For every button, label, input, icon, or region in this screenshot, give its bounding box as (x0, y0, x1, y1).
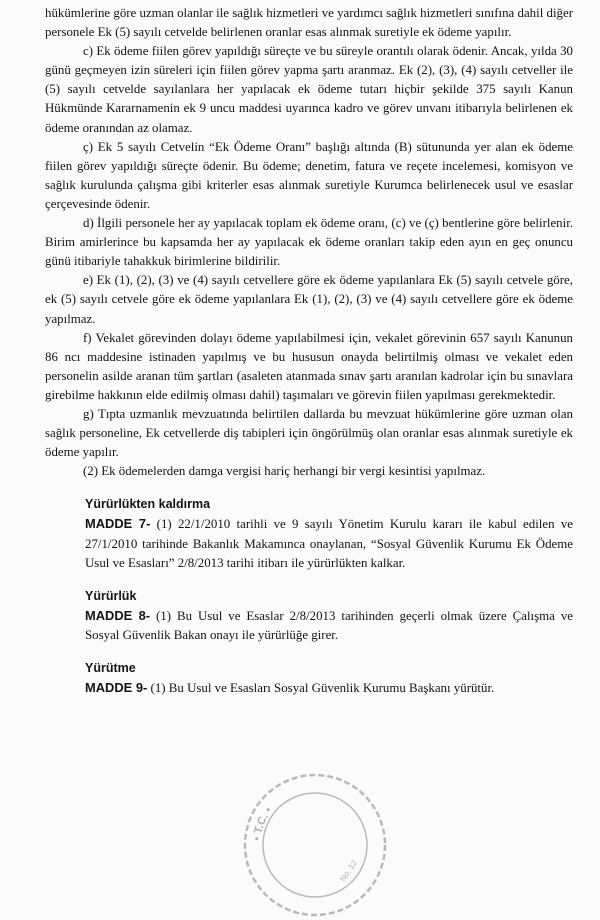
section-title: Yürürlük (85, 588, 137, 603)
paragraph-f: f) Vekalet görevinden dolayı ödeme yapılabilmesi için, vekalet görevinin 657 sayılı Kanunun 86 ncı maddesine istinaden yapılmış ve bu hususun onayda belirtilmiş olması ve vekalet eden personelin asilde aranan tüm şartları (asaleten atanmada sınav şartı aranılan kadrolar için bu sınavlara girebilme hakkının elde edilmiş olması dahil) taşımaları ve görevin fiilen yapılması gerekmektedir. (45, 330, 573, 402)
madde-text: (1) 22/1/2010 tarihli ve 9 sayılı Yönetim Kurulu kararı ile kabul edilen ve 27/1/2010 tarihinde Bakanlık Makamınca onaylanan, “Sosyal Güvenlik Kurumu Ek Ödeme Usul ve Esasları” 2/8/2013 tarihi itibarı ile yürürlükten kalkar. (85, 517, 573, 570)
madde-label: MADDE 7- (85, 516, 151, 532)
paragraph: hükümlerine göre uzman olanlar ile sağlık hizmetleri ve yardımcı sağlık hizmetleri sınıfına dahil diğer personele Ek (5) sayılı cetvelde belirlenen oranlar esas alınmak suretiyle ek ödeme yapılır. (45, 6, 573, 40)
madde-8 (45, 606, 573, 645)
paragraph-g: g) Tıpta uzmanlık mevzuatında belirtilen dallarda bu mevzuat hükümlerine göre uzman olan sağlık personeline, Ek cetvellerde diş tabipleri için öngörülmüş olan oranlar esas alınmak suretiyle ek ödeme yapılır. (45, 406, 573, 460)
official-seal (240, 770, 390, 920)
madde-7 (45, 514, 573, 572)
paragraph-cc: ç) Ek 5 sayılı Cetvelin “Ek Ödeme Oranı” başlığı altında (B) sütununda yer alan ek ödeme fiilen görev yapıldığı süreçte ödenir. Bu ödeme; denetim, fatura ve reçete incelemesi, komisyon ve sağlık kurulunda çalışma gibi kriterler esas alınmak suretiyle Kurumca belirlenecek usul ve esaslar çerçevesinde ödenir. (45, 139, 573, 211)
madde-9 (45, 678, 573, 698)
document-body (45, 4, 573, 698)
madde-label: MADDE 9- (85, 680, 148, 696)
section-yururlukten-kaldirma (45, 495, 573, 572)
paragraph-e: e) Ek (1), (2), (3) ve (4) sayılı cetvellere göre ek ödeme yapılanlara Ek (5) sayılı cetvele göre, ek (5) sayılı cetvele göre ek ödeme yapılanlara Ek (1), (2), (3) ve (4) sayılı cetvellere göre ek ödeme yapılmaz. (45, 273, 573, 326)
madde-text: (1) Bu Usul ve Esaslar 2/8/2013 tarihinden geçerli olmak üzere Çalışma ve Sosyal Güvenlik Bakan onayı ile yürürlüğe girer. (85, 608, 573, 642)
madde-label: MADDE 8- (85, 607, 151, 623)
madde-text: (1) Bu Usul ve Esasları Sosyal Güvenlik Kurumu Başkanı yürütür. (150, 681, 495, 696)
section-title: Yürütme (85, 661, 136, 675)
svg-text:No. 12: No. 12 (338, 858, 360, 884)
paragraph-c: c) Ek ödeme fiilen görev yapıldığı süreçte ve bu süreyle orantılı olarak ödenir. Ancak, yılda 30 günü geçmeyen izin süreleri için fiilen görev yapma şartı aranmaz. Ek (2), (3), (4) sayılı cetveller ile (5) sayılı cetvelde sayılanlara her yapılacak ek ödeme tutarı hiçbir şekilde 375 sayılı Kanun Hükmünde Kararnamenin ek 9 uncu maddesi uyarınca kadro ve görev unvanı itibarıyla belirlenen ek ödeme oranından az olamaz. (45, 44, 573, 135)
section-yururluk (45, 587, 573, 645)
section-yurutme (45, 659, 573, 698)
paragraph-2: (2) Ek ödemelerden damga vergisi hariç herhangi bir vergi kesintisi yapılmaz. (83, 464, 486, 479)
svg-text:• T.C. •: • T.C. • (251, 804, 275, 842)
paragraph-d: d) İlgili personele her ay yapılacak toplam ek ödeme oranı, (c) ve (ç) bentlerine göre belirlenir. Birim amirlerince bu kapsamda her ay yapılacak ek ödeme oranları takip eden ayın en geç onuncu günü itibariyle tahakkuk birimlerine bildirilir. (45, 216, 573, 269)
section-title: Yürürlükten kaldırma (85, 497, 211, 512)
